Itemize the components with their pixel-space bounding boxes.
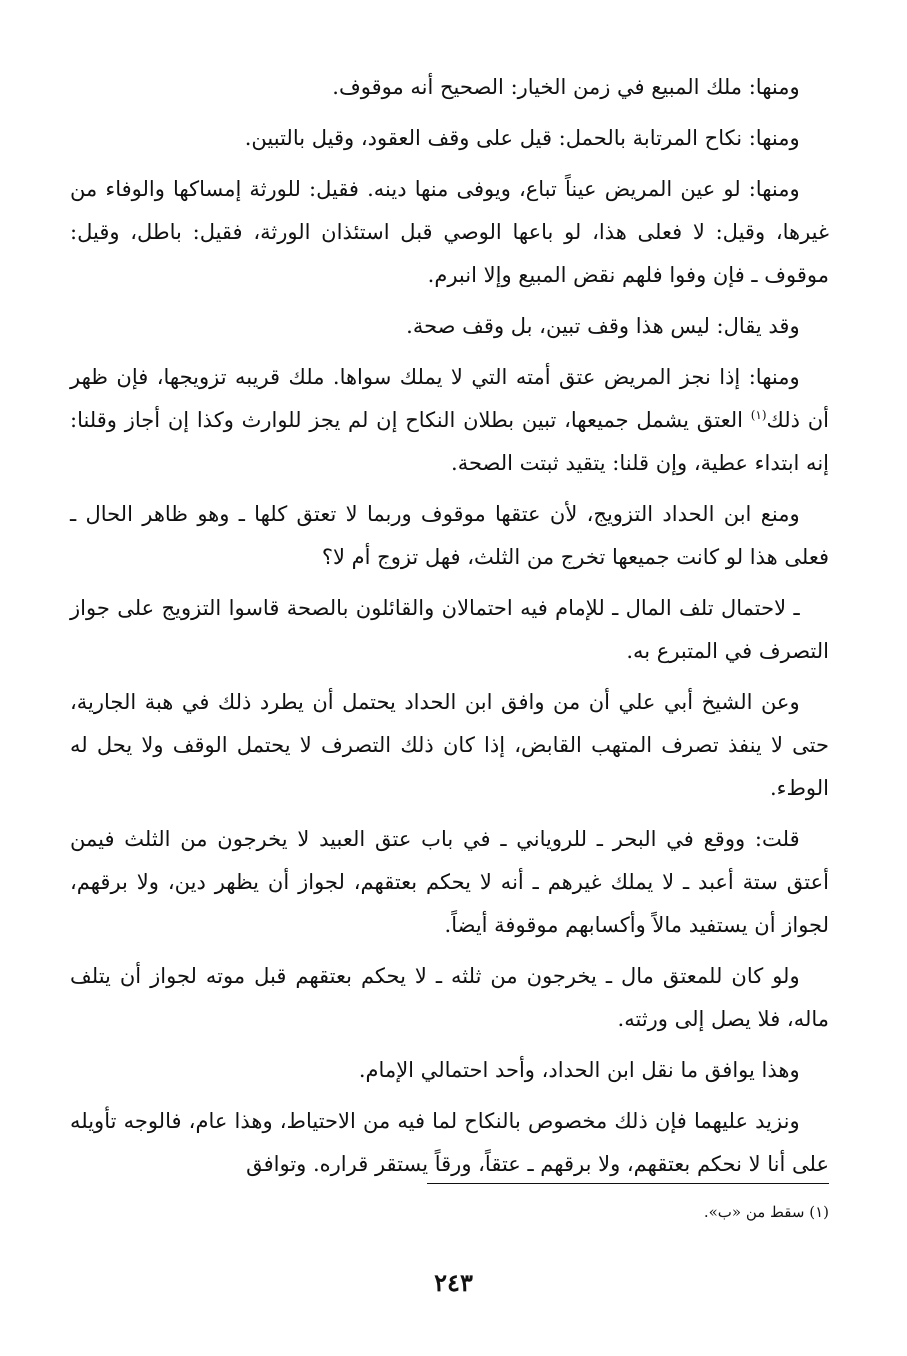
- paragraph-text-continued: العتق يشمل جميعها، تبين بطلان النكاح إن لم يجز للوارث وكذا إن أجاز وقلنا: إنه ابتداء عطية، وإن قلنا: يتقيد ثبتت الصحة.: [70, 408, 829, 475]
- footnote: (١) سقط من «ب».: [703, 1203, 829, 1221]
- paragraph: وهذا يوافق ما نقل ابن الحداد، وأحد احتمالي الإمام.: [358, 1058, 800, 1082]
- paragraph: وقد يقال: ليس هذا وقف تبين، بل وقف صحة.: [406, 314, 800, 338]
- paragraph: ومنها: ملك المبيع في زمن الخيار: الصحيح أنه موقوف.: [332, 75, 800, 99]
- paragraph: ـ لاحتمال تلف المال ـ للإمام فيه احتمالان والقائلون بالصحة قاسوا التزويج على جواز التصرف في المتبرع به.: [70, 596, 829, 663]
- paragraph-with-footnote: [70, 356, 829, 485]
- footnote-divider: [427, 1183, 829, 1184]
- paragraph: وعن الشيخ أبي علي أن من وافق ابن الحداد يحتمل أن يطرد ذلك في هبة الجارية، حتى لا ينفذ تصرف المتهب القابض، إذا كان ذلك التصرف لا يحتمل الوقف ولا يحل له الوطء.: [70, 690, 829, 800]
- paragraph: ومنع ابن الحداد التزويج، لأن عتقها موقوف وربما لا تعتق كلها ـ وهو ظاهر الحال ـ فعلى هذا لو كانت جميعها تخرج من الثلث، فهل تزوج أم لا؟: [70, 502, 829, 569]
- paragraph-text: ومنها: إذا نجز المريض عتق أمته التي لا يملك سواها. ملك قريبه تزويجها، فإن ظهر أن ذلك: [70, 365, 829, 432]
- paragraph: ومنها: لو عين المريض عيناً تباع، ويوفى منها دينه. فقيل: للورثة إمساكها والوفاء من غيرها، وقيل: لا فعلى هذا، لو باعها الوصي قبل استئذان الورثة، فقيل: باطل، وقيل: موقوف ـ فإن وفوا فلهم نقض المبيع وإلا انبرم.: [70, 177, 829, 287]
- paragraph: ومنها: نكاح المرتابة بالحمل: قيل على وقف العقود، وقيل بالتبين.: [244, 126, 800, 150]
- paragraph: ولو كان للمعتق مال ـ يخرجون من ثلثه ـ لا يحكم بعتقهم قبل موته لجواز أن يتلف ماله، فلا يصل إلى ورثته.: [70, 964, 829, 1031]
- paragraph: قلت: ووقع في البحر ـ للروياني ـ في باب عتق العبيد لا يخرجون من الثلث فيمن أعتق ستة أعبد ـ لا يملك غيرهم ـ أنه لا يحكم بعتقهم، لجواز أن يظهر دين، ولا برقهم، لجواز أن يستفيد مالاً وأكسابهم موقوفة أيضاً.: [70, 827, 829, 937]
- paragraph: ونزيد عليهما فإن ذلك مخصوص بالنكاح لما فيه من الاحتياط، وهذا عام، فالوجه تأويله على أنا لا نحكم بعتقهم، ولا برقهم ـ عتقاً، ورقاً يستقر قراره. وتوافق: [70, 1109, 829, 1176]
- footnote-marker: (١): [750, 408, 767, 422]
- main-text: [70, 66, 829, 1194]
- page-number: ٢٤٣: [434, 1268, 473, 1297]
